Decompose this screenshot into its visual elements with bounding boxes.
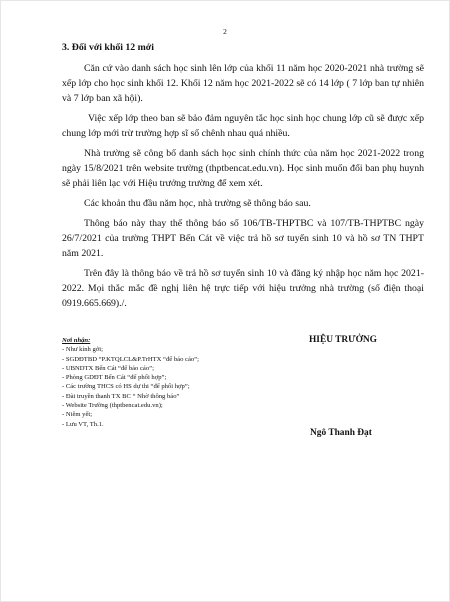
signature-title: HIỆU TRƯỞNG [309,335,377,345]
recipient-item: - Website Trường (thptbencat.edu.vn); [62,402,163,410]
paragraph-class-count: Căn cứ vào danh sách học sinh lên lớp của khối 11 năm học 2020-2021 nhà trường sẽ xếp lớp cho học sinh khối 12. Khối 12 năm học 2021-2022 sẽ có 14 lớp ( 7 lớp ban tự nhiên và 7 lớp ban xã hội). [62,63,424,104]
paragraph-class-arrangement: Việc xếp lớp theo ban sẽ bảo đảm nguyên tắc học sinh học chung lớp cũ sẽ được xếp chung lớp mới trừ trường hợp sĩ số chênh nhau quá nhiều. [62,113,424,139]
recipient-item: - UBNDTX Bến Cát “để báo cáo”; [62,364,154,372]
paragraph-official-list: Nhà trường sẽ công bố danh sách học sinh chính thức của năm học 2021-2022 trong ngày 15/8/2021 trên website trường (thptbencat.edu.vn). Học sinh muốn đổi ban phụ huynh sẽ phải liên lạc với Hiệu trưởng trường để xem xét. [62,148,424,189]
paragraph-fees: Các khoản thu đầu năm học, nhà trường sẽ thông báo sau. [84,198,311,209]
recipients-title: Nơi nhận: [62,337,91,344]
recipient-item: - Phòng GDĐT Bến Cát “để phối hợp”; [62,374,167,382]
recipient-item: - Niêm yết; [62,411,93,419]
page-number: 2 [223,27,227,36]
section-heading: 3. Đối với khối 12 mới [62,42,154,53]
recipient-item: - Các trường THCS có HS dự thi “để phối hợp”; [62,383,190,391]
signer-name: Ngô Thanh Đạt [310,428,372,438]
recipient-item: - Lưu VT, Th.1. [62,420,104,428]
paragraph-replacement-notice: Thông báo này thay thế thông báo số 106/TB-THPTBC và 107/TB-THPTBC ngày 26/7/2021 của trường THPT Bến Cát về việc trả hồ sơ tuyển sinh 10 và hồ sơ TN THPT năm 2021. [62,218,424,259]
recipient-item: - Như kính gởi; [62,346,103,354]
recipients-block [62,336,292,429]
paragraph-closing: Trên đây là thông báo về trả hồ sơ tuyển sinh 10 và đăng ký nhập học năm học 2021-2022. Mọi thắc mắc đề nghị liên hệ trực tiếp với hiệu trưởng nhà trường (số điện thoại 0919.665.669)./. [62,268,424,309]
recipient-item: - SGDĐTBD “P.KTQLCL&P.TrHTX “để báo cáo”; [62,355,199,363]
document-body [62,40,424,316]
recipient-item: - Đài truyền thanh TX BC “ Nhờ thông báo” [62,392,180,400]
recipients-list [62,345,292,429]
